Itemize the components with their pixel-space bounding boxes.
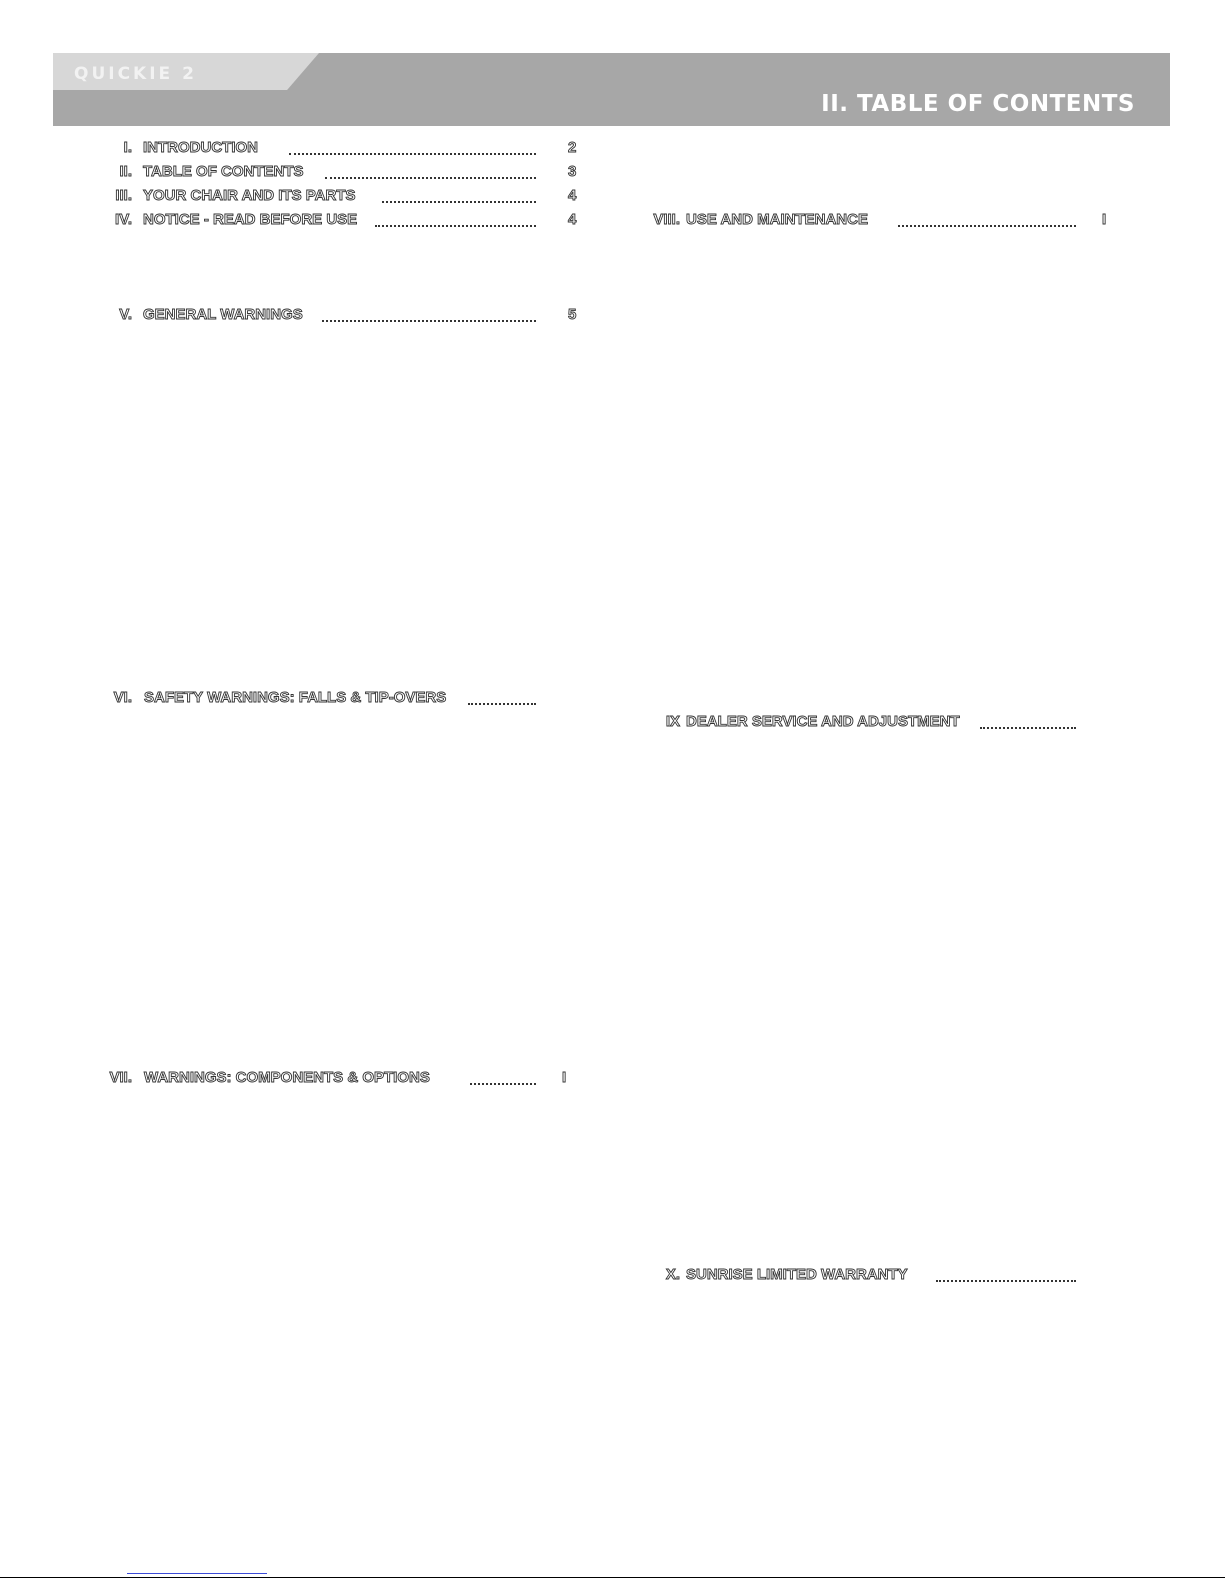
toc-leader (468, 699, 536, 705)
toc-entry-use-maintenance[interactable] (640, 211, 1130, 231)
toc-title: DEALER SERVICE AND ADJUSTMENT (686, 713, 960, 730)
toc-leader (470, 1079, 536, 1085)
toc-title: SUNRISE LIMITED WARRANTY (686, 1266, 908, 1283)
toc-entry-components-options[interactable] (92, 1069, 592, 1089)
toc-page: 4 (568, 211, 577, 228)
toc-page: I (562, 1069, 567, 1086)
toc-title: NOTICE - READ BEFORE USE (143, 211, 358, 228)
toc-entry-notice[interactable] (92, 211, 592, 231)
toc-number: IX (665, 713, 680, 730)
footer-link-underline[interactable] (127, 1573, 267, 1574)
toc-entry-table-of-contents[interactable] (92, 163, 592, 183)
toc-title: USE AND MAINTENANCE (686, 211, 868, 228)
toc-title: YOUR CHAIR AND ITS PARTS (143, 187, 356, 204)
toc-leader (382, 197, 536, 203)
toc-number: X. (665, 1266, 680, 1283)
brand-label: QUICKIE 2 (74, 64, 197, 84)
toc-number: VI. (113, 689, 132, 706)
toc-leader (325, 173, 536, 179)
toc-entry-safety-warnings[interactable] (92, 689, 592, 709)
toc-entry-introduction[interactable] (92, 139, 592, 159)
toc-page: 5 (568, 306, 577, 323)
toc-leader (898, 221, 1076, 227)
toc-number: III. (115, 187, 132, 204)
toc-title: WARNINGS: COMPONENTS & OPTIONS (144, 1069, 430, 1086)
toc-leader (322, 316, 536, 322)
toc-page: 3 (568, 163, 577, 180)
toc-number: VII. (109, 1069, 132, 1086)
toc-page: 2 (568, 139, 577, 156)
toc-entry-general-warnings[interactable] (92, 306, 592, 326)
toc-page: 4 (568, 187, 577, 204)
toc-number: II. (119, 163, 132, 180)
toc-page: I (1102, 211, 1107, 228)
toc-title: INTRODUCTION (143, 139, 258, 156)
toc-number: IV. (115, 211, 132, 228)
toc-entry-your-chair[interactable] (92, 187, 592, 207)
footer-rule (0, 1577, 1225, 1578)
toc-entry-limited-warranty[interactable] (640, 1266, 1130, 1286)
toc-leader (375, 221, 536, 227)
toc-number: VIII. (653, 211, 680, 228)
toc-leader (289, 149, 536, 155)
toc-leader (936, 1276, 1076, 1282)
toc-title: GENERAL WARNINGS (143, 306, 303, 323)
toc-number: I. (123, 139, 132, 156)
toc-number: V. (119, 306, 132, 323)
toc-title: TABLE OF CONTENTS (143, 163, 304, 180)
toc-leader (980, 723, 1076, 729)
page-title: II. TABLE OF CONTENTS (821, 91, 1135, 117)
toc-entry-dealer-service[interactable] (640, 713, 1130, 733)
toc-title: SAFETY WARNINGS: FALLS & TIP-OVERS (144, 689, 447, 706)
